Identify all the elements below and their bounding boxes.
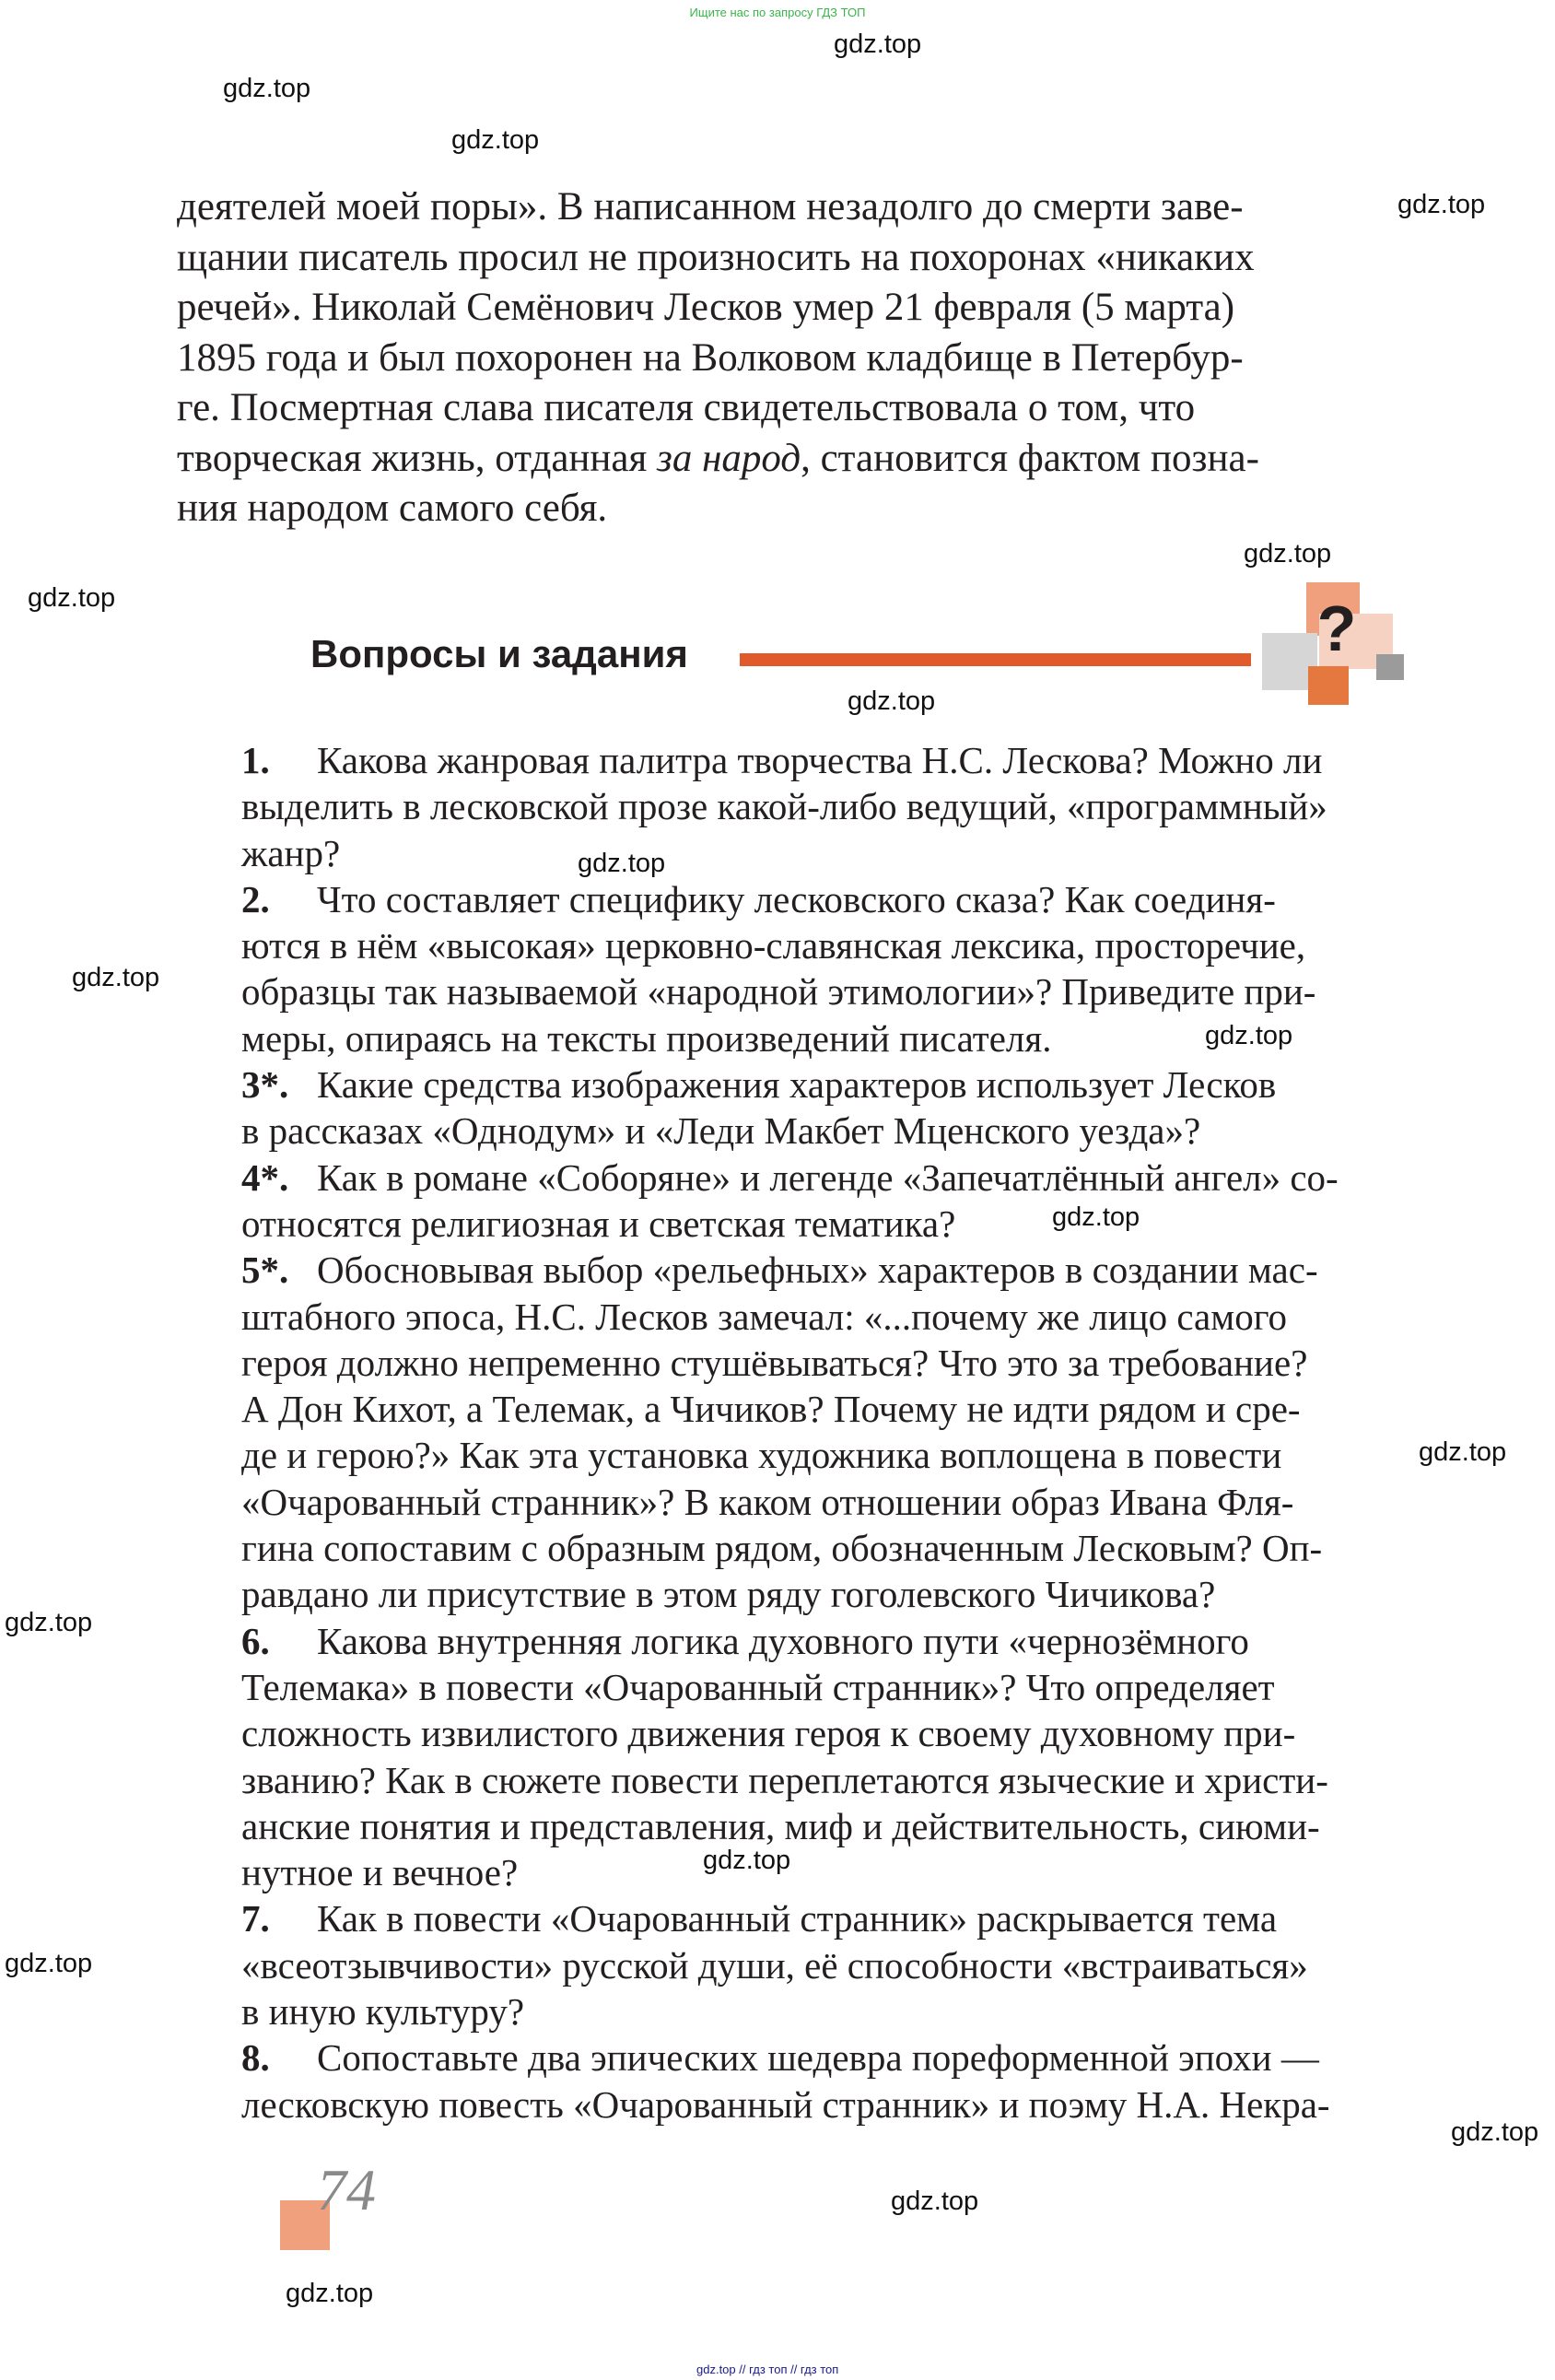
- page-number: 74: [317, 2157, 376, 2222]
- question-text: Сопоставьте два эпических шедевра пореформенной эпохи —: [317, 2036, 1319, 2080]
- watermark: gdz.top: [848, 686, 936, 716]
- section-heading: Вопросы и задания: [310, 632, 688, 675]
- question-line: штабного эпоса, Н.С. Лесков замечал: «...почему же лицо самого: [241, 1295, 1287, 1338]
- question-item: [241, 1155, 1404, 1201]
- watermark: gdz.top: [28, 583, 116, 613]
- question-line: сложность извилистого движения героя к своему духовному при-: [241, 1712, 1296, 1755]
- question-line: «Очарованный странник»? В каком отношении образ Ивана Фля-: [241, 1480, 1294, 1523]
- watermark: gdz.top: [451, 125, 540, 155]
- text-line: [177, 434, 1404, 485]
- watermark: gdz.top: [1244, 539, 1332, 569]
- watermark: gdz.top: [1419, 1437, 1507, 1467]
- watermark: gdz.top: [1205, 1021, 1293, 1050]
- question-line: лесковскую повесть «Очарованный странник» и поэму Н.А. Некра-: [241, 2082, 1330, 2126]
- question-glyph: ?: [1316, 592, 1357, 664]
- icon-square: [1376, 654, 1404, 680]
- question-number: 7.: [241, 1897, 270, 1940]
- question-line: ются в нём «высокая» церковно-славянская лексика, просторечие,: [241, 924, 1306, 967]
- question-text: Какие средства изображения характеров использует Лесков: [317, 1063, 1277, 1107]
- footer-links[interactable]: gdz.top // гдз топ // гдз топ: [696, 2362, 839, 2376]
- question-item: [241, 1895, 1404, 1941]
- text-line: деятелей моей поры». В написанном незадолго до смерти заве-: [177, 185, 1244, 229]
- italic-phrase: за народ: [657, 436, 801, 480]
- question-item: [241, 1618, 1404, 1664]
- question-mark-icon: [1262, 582, 1409, 711]
- text-line: щании писатель просил не произносить на похоронах «никаких: [177, 235, 1255, 279]
- question-number: 4*.: [241, 1155, 289, 1199]
- question-line: относятся религиозная и светская тематика?: [241, 1202, 956, 1245]
- question-line: образцы так называемой «народной этимологии»? Приведите при-: [241, 970, 1316, 1014]
- question-number: 5*.: [241, 1249, 289, 1292]
- text-line: ния народом самого себя.: [177, 487, 608, 530]
- text-line: 1895 года и был похоронен на Волковом кладбище в Петербур-: [177, 335, 1244, 380]
- question-line: де и герою?» Как эта установка художника воплощена в повести: [241, 1434, 1282, 1477]
- question-line: анские понятия и представления, миф и действительность, сиюми-: [241, 1804, 1320, 1847]
- watermark: gdz.top: [72, 963, 160, 992]
- question-number: 3*.: [241, 1063, 289, 1107]
- text-line: речей». Николай Семёнович Лесков умер 21 февраля (5 марта): [177, 286, 1235, 329]
- watermark: gdz.top: [703, 1846, 791, 1875]
- question-line: жанр?: [241, 831, 341, 874]
- watermark: gdz.top: [5, 1949, 93, 1978]
- text-fragment: , становится фактом позна-: [801, 436, 1259, 480]
- question-line: Телемака» в повести «Очарованный странник»? Что определяет: [241, 1665, 1275, 1708]
- question-line: равдано ли присутствие в этом ряду гоголевского Чичикова?: [241, 1573, 1216, 1616]
- question-item: [241, 2034, 1404, 2081]
- question-item: [241, 876, 1404, 922]
- question-line: званию? Как в сюжете повести переплетаются языческие и христи-: [241, 1758, 1328, 1801]
- watermark: gdz.top: [891, 2187, 979, 2216]
- watermark: gdz.top: [1451, 2117, 1539, 2147]
- question-item: [241, 1061, 1404, 1108]
- watermark: gdz.top: [578, 849, 666, 878]
- question-text: Какова жанровая палитра творчества Н.С. Лескова? Можно ли: [317, 739, 1323, 781]
- watermark: gdz.top: [1397, 190, 1486, 219]
- question-text: Как в повести «Очарованный странник» раскрывается тема: [317, 1897, 1278, 1940]
- question-item: [241, 737, 1404, 783]
- watermark: gdz.top: [834, 29, 922, 59]
- text-fragment: творческая жизнь, отданная: [177, 436, 658, 480]
- question-line: меры, опираясь на тексты произведений писателя.: [241, 1016, 1052, 1060]
- question-number: 6.: [241, 1619, 270, 1662]
- promo-banner[interactable]: Ищите нас по запросу ГДЗ ТОП: [689, 6, 866, 19]
- question-line: в рассказах «Однодум» и «Леди Макбет Мценского уезда»?: [241, 1109, 1201, 1153]
- question-line: «всеотзывчивости» русской души, её способности «встраиваться»: [241, 1943, 1308, 1987]
- question-text: Что составляет специфику лесковского сказа? Как соединя-: [317, 877, 1276, 920]
- watermark: gdz.top: [5, 1608, 93, 1637]
- heading-rule: [740, 653, 1251, 666]
- question-line: выделить в лесковской прозе какой-либо ведущий, «программный»: [241, 785, 1327, 828]
- question-number: 8.: [241, 2036, 270, 2080]
- question-number: 1.: [241, 739, 270, 781]
- text-line: ге. Посмертная слава писателя свидетельствовала о том, что: [177, 386, 1196, 429]
- question-text: Какова внутренняя логика духовного пути «чернозёмного: [317, 1619, 1249, 1662]
- watermark: gdz.top: [223, 74, 311, 103]
- question-text: Обосновывая выбор «рельефных» характеров в создании мас-: [317, 1249, 1318, 1292]
- questions-list: [241, 737, 1404, 2128]
- question-number: 2.: [241, 877, 270, 920]
- question-text: Как в романе «Соборяне» и легенде «Запечатлённый ангел» со-: [317, 1155, 1339, 1199]
- question-line: А Дон Кихот, а Телемак, а Чичиков? Почему не идти рядом и сре-: [241, 1388, 1301, 1431]
- question-line: нутное и вечное?: [241, 1851, 519, 1894]
- intro-paragraph: [177, 182, 1404, 534]
- question-line: в иную культуру?: [241, 1990, 525, 2034]
- question-line: гина сопоставим с образным рядом, обозначенным Лесковым? Оп-: [241, 1527, 1323, 1570]
- watermark: gdz.top: [1052, 1202, 1140, 1232]
- watermark: gdz.top: [286, 2279, 374, 2308]
- icon-square: [1308, 666, 1349, 705]
- question-item: [241, 1247, 1404, 1293]
- question-line: героя должно непременно стушёвываться? Что это за требование?: [241, 1341, 1308, 1384]
